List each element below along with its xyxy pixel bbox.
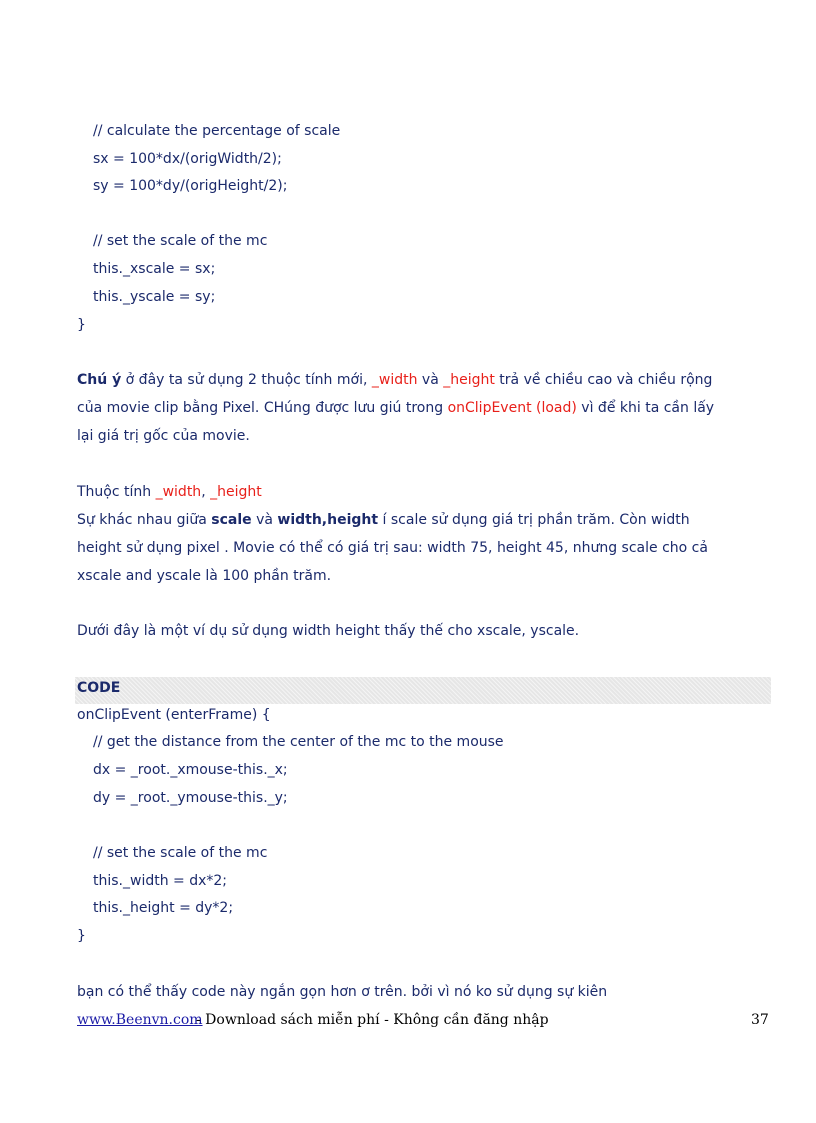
code-line-5: // set the scale of the mc [93,845,268,861]
props-p1-post: í scale sử dụng giá trị phần trăm. Còn width [378,512,690,528]
code-line-4: dy = _root._ymouse-this._y; [93,790,288,806]
note-text-1: ở đây ta sử dụng 2 thuộc tính mới, [121,372,372,388]
code-comment-percent: // calculate the percentage of scale [93,123,341,139]
page-number: 37 [751,1012,769,1028]
intro-line: Dưới đây là một ví dụ sử dụng width height thấy thế cho xscale, yscale. [77,623,580,639]
props-separator: , [201,484,211,500]
code-line-3: dx = _root._xmouse-this._x; [93,762,288,778]
note-onclipevent-highlight: onClipEvent (load) [447,400,577,416]
props-bold-scale: scale [211,512,252,528]
note-line-1 [77,371,712,389]
props-width-highlight: _width [155,484,202,500]
note-line-2-pre: của movie clip bằng Pixel. CHúng được lưu giú trong [77,400,448,416]
props-line-3: xscale and yscale là 100 phần trăm. [77,568,332,584]
note-bold: Chú ý [77,372,122,388]
code-header-bar [75,677,771,704]
footer-link[interactable]: www.Beenvn.com [77,1012,203,1028]
props-height-highlight: _height [210,484,262,500]
props-label: Thuộc tính [77,484,156,500]
code-sy-line: sy = 100*dy/(origHeight/2); [93,178,288,194]
code-close-brace: } [77,317,86,333]
note-line-2 [77,399,714,417]
props-line-1 [77,511,690,529]
note-line-2-post: vì để khi ta cần lấy [576,400,715,416]
code-header-label: CODE [77,680,121,696]
note-text-3: trả về chiều cao và chiều rộng [494,372,713,388]
note-width-highlight: _width [371,372,418,388]
props-bold-width-height: width,height [277,512,379,528]
code-yscale-line: this._yscale = sy; [93,289,216,305]
code-comment-scale: // set the scale of the mc [93,233,268,249]
code-sx-line: sx = 100*dx/(origWidth/2); [93,151,282,167]
note-line-3: lại giá trị gốc của movie. [77,428,250,444]
code-xscale-line: this._xscale = sx; [93,261,216,277]
closing-line: bạn có thể thấy code này ngắn gọn hơn ơ trên. bởi vì nó ko sử dụng sự kiên [77,984,608,1000]
code-line-6: this._width = dx*2; [93,873,228,889]
code-line-2: // get the distance from the center of the mc to the mouse [93,734,504,750]
note-text-2: và [417,372,444,388]
code-line-1: onClipEvent (enterFrame) { [77,707,271,723]
code-line-8: } [77,928,86,944]
props-p1-pre: Sự khác nhau giữa [77,512,212,528]
props-p1-mid: và [251,512,278,528]
props-line-2: height sử dụng pixel . Movie có thể có giá trị sau: width 75, height 45, nhưng scale cho cả [77,540,708,556]
props-heading [77,483,262,501]
note-height-highlight: _height [443,372,495,388]
footer-text: - Download sách miễn phí - Không cần đăng nhập [196,1012,549,1028]
code-line-7: this._height = dy*2; [93,900,234,916]
